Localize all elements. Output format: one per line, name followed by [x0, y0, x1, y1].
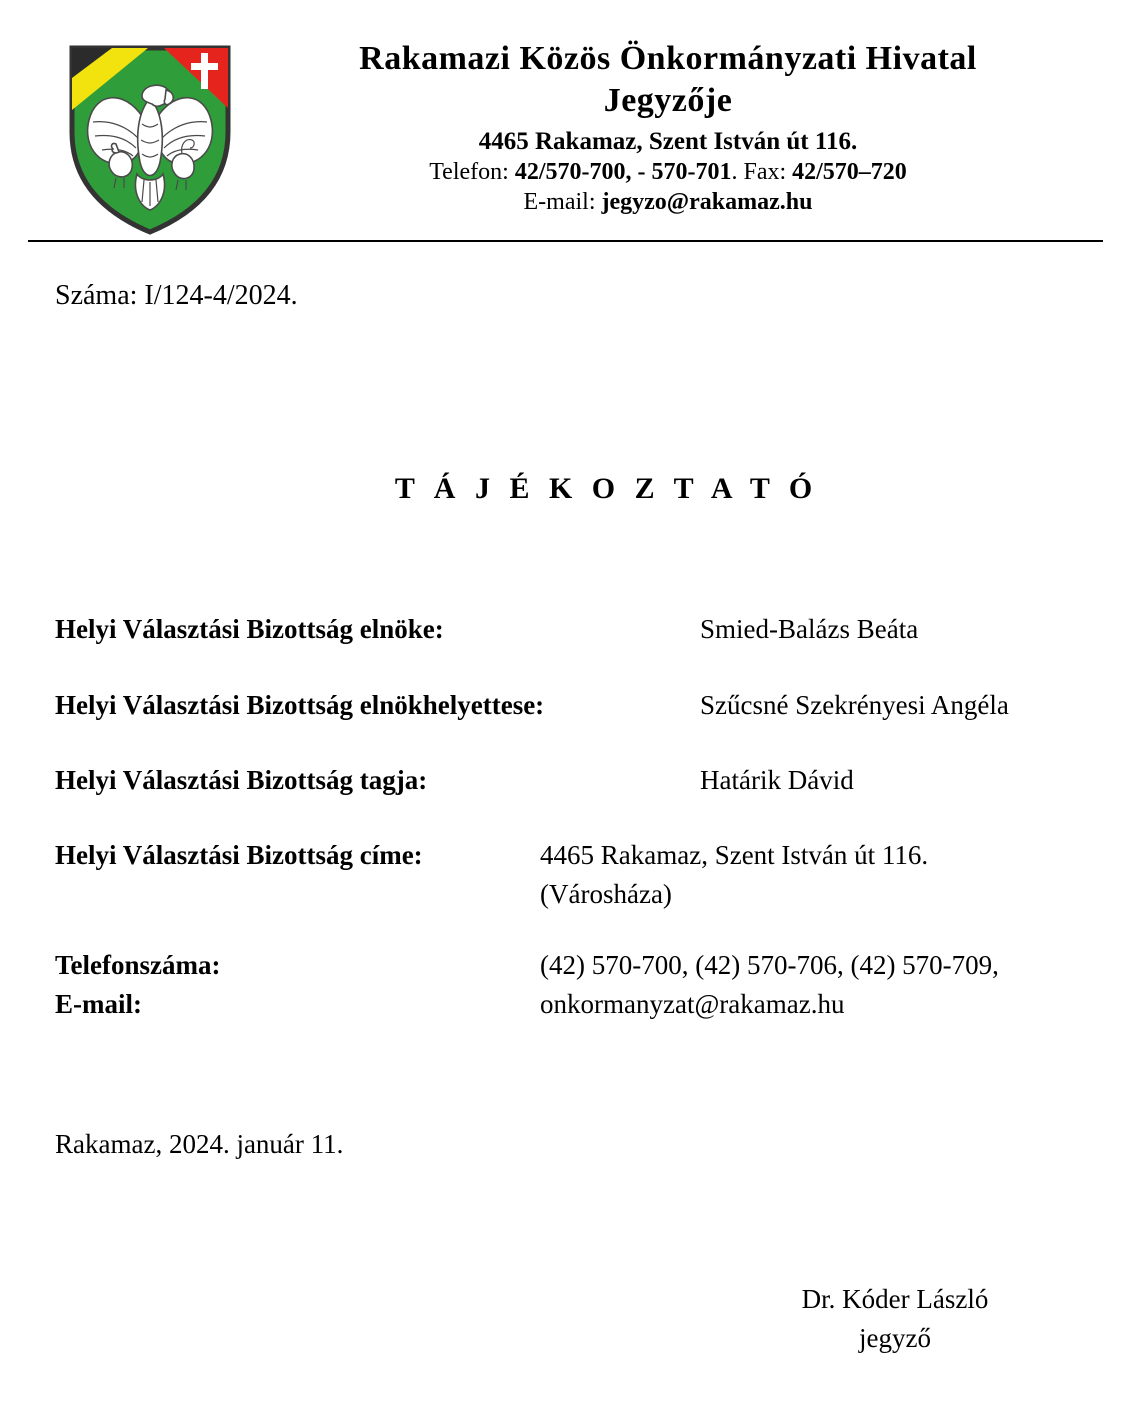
office-name-line2: Jegyzője — [603, 82, 733, 119]
row-value-member: Határik Dávid — [700, 765, 854, 795]
phone-label: Telefon: — [429, 159, 515, 185]
coat-of-arms-icon — [62, 40, 238, 238]
header-divider — [28, 240, 1103, 242]
row-value-address — [540, 836, 928, 914]
committee-email: onkormanyzat@rakamaz.hu — [540, 989, 845, 1019]
row-label-vice-chairman: Helyi Választási Bizottság elnökhelyettese: — [55, 690, 545, 720]
email-row-label: E-mail: — [55, 989, 142, 1019]
phone-numbers: 42/570-700, - 570-701 — [514, 159, 732, 185]
row-value-chairman: Smied-Balázs Beáta — [700, 614, 919, 644]
committee-phone-numbers: (42) 570-700, (42) 570-706, (42) 570-709, — [540, 950, 999, 980]
fax-label: . Fax: — [731, 159, 793, 185]
row-value-phone-email — [540, 946, 999, 1024]
letterhead — [240, 38, 1096, 217]
date-line: Rakamaz, 2024. január 11. — [55, 1129, 344, 1159]
office-address: 4465 Rakamaz, Szent István út 116. — [478, 128, 858, 155]
row-value-vice-chairman: Szűcsné Szekrényesi Angéla — [700, 690, 1009, 720]
office-email-line — [240, 187, 1096, 217]
row-label-chairman: Helyi Választási Bizottság elnöke: — [55, 614, 444, 644]
fax-number: 42/570–720 — [792, 159, 907, 185]
rakamaz-coat-of-arms — [62, 40, 238, 238]
email-label: E-mail: — [523, 189, 602, 215]
signature-block — [650, 1280, 1133, 1358]
page-title: T Á J É K O Z T A T Ó — [394, 472, 819, 505]
phone-row-label: Telefonszáma: — [55, 950, 221, 980]
committee-address-line2: (Városháza) — [540, 879, 672, 909]
office-phone-line — [240, 157, 1096, 187]
email-address: jegyzo@rakamaz.hu — [601, 189, 813, 215]
reference-number: Száma: I/124-4/2024. — [55, 280, 298, 311]
row-label-member: Helyi Választási Bizottság tagja: — [55, 765, 428, 795]
row-label-phone-email — [55, 946, 220, 1024]
row-label-address: Helyi Választási Bizottság címe: — [55, 840, 423, 870]
office-name-line1: Rakamazi Közös Önkormányzati Hivatal — [359, 40, 977, 77]
signer-name: Dr. Kóder László — [801, 1284, 989, 1314]
signer-title: jegyző — [859, 1323, 931, 1353]
committee-address-line1: 4465 Rakamaz, Szent István út 116. — [540, 840, 929, 870]
